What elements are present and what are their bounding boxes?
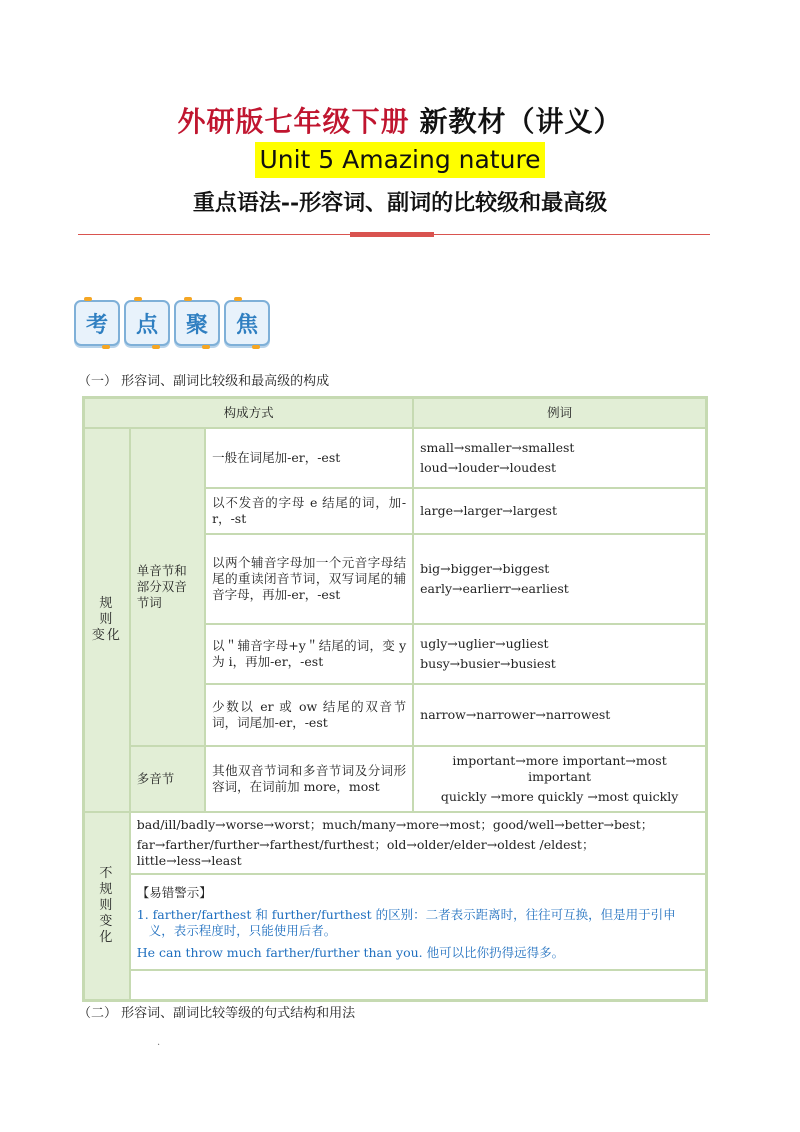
- table-row: [84, 874, 706, 970]
- example-line: quickly →more quickly →most quickly: [440, 789, 679, 804]
- table-row: [84, 970, 706, 1000]
- example-cell: [413, 534, 706, 624]
- irregular-line-2: far→farther/further→farthest/furthest；old→older/elder→oldest /eldest；little→less→least: [136, 837, 595, 868]
- table-row: [84, 428, 706, 488]
- method-cell: 以不发音的字母 e 结尾的词，加-r，-st: [205, 488, 413, 534]
- header-example: 例词: [413, 398, 706, 428]
- example-line: ugly→uglier→ugliest: [420, 636, 549, 651]
- warning-point: 1. farther/farthest 和 further/furthest 的区别：二者表示距离时，往往可互换，但是用于引申义，表示程度时，只能使用后者。: [136, 907, 676, 938]
- method-cell: 一般在词尾加-er，-est: [205, 428, 413, 488]
- example-line: busy→busier→busiest: [420, 656, 556, 671]
- badge-char-4: 焦: [224, 300, 270, 346]
- example-cell: [413, 428, 706, 488]
- irregular-line-1: bad/ill/badly→worse→worst；much/many→more→most；good/well→better→best；: [136, 817, 654, 832]
- irregular-forms: [130, 812, 706, 874]
- topic-title: 重点语法--形容词、副词的比较级和最高级: [192, 190, 608, 216]
- warning-box: [130, 874, 706, 970]
- unit-title-text: Unit 5 Amazing nature: [255, 142, 544, 178]
- example-cell: [413, 488, 706, 534]
- badge-char-1: 考: [74, 300, 120, 346]
- title-black: 新教材（讲义）: [419, 105, 623, 138]
- example-line: important→more important→most important: [452, 753, 667, 784]
- focus-badge: [74, 296, 270, 350]
- example-line: narrow→narrower→narrowest: [420, 707, 611, 722]
- regular-label: 规 则 变化: [84, 428, 130, 812]
- method-cell: 以两个辅音字母加一个元音字母结尾的重读闭音节词，双写词尾的辅音字母，再加-er，-est: [205, 534, 413, 624]
- section-heading-2: （二） 形容词、副词比较等级的句式结构和用法: [78, 1006, 356, 1021]
- example-line: small→smaller→smallest: [420, 440, 575, 455]
- example-cell: [413, 684, 706, 746]
- example-cell: [413, 624, 706, 684]
- example-line: big→bigger→biggest: [420, 561, 550, 576]
- example-line: large→larger→largest: [420, 503, 557, 518]
- badge-char-3: 聚: [174, 300, 220, 346]
- stray-mark: ·: [157, 1040, 161, 1051]
- unit-title: [0, 142, 800, 178]
- page-title: [0, 100, 800, 140]
- table-row: [84, 812, 706, 874]
- example-line: early→earlierr→earliest: [420, 581, 569, 596]
- mono-label: 单音节和部分双音节词: [130, 428, 205, 746]
- irregular-label: 不 规 则 变 化: [84, 812, 130, 1000]
- table-row: [84, 746, 706, 812]
- warning-example: He can throw much farther/further than you. 他可以比你扔得远得多。: [136, 945, 565, 960]
- header-method: 构成方式: [84, 398, 413, 428]
- table-header-row: [84, 398, 706, 428]
- example-line: loud→louder→loudest: [420, 460, 557, 475]
- example-cell: [413, 746, 706, 812]
- title-red: 外研版七年级下册: [177, 105, 410, 138]
- method-cell: 少数以 er 或 ow 结尾的双音节词，词尾加-er，-est: [205, 684, 413, 746]
- badge-char-2: 点: [124, 300, 170, 346]
- empty-cell: [130, 970, 706, 1000]
- title-divider-accent: [350, 232, 434, 237]
- section-heading-1: （一） 形容词、副词比较级和最高级的构成: [78, 374, 330, 389]
- poly-label: 多音节: [130, 746, 205, 812]
- method-cell: 以＂辅音字母+y＂结尾的词，变 y 为 i，再加-er，-est: [205, 624, 413, 684]
- warning-title: 【易错警示】: [136, 885, 212, 900]
- method-cell: 其他双音节词和多音节词及分词形容词，在词前加 more，most: [205, 746, 413, 812]
- comparison-table: [82, 396, 708, 1002]
